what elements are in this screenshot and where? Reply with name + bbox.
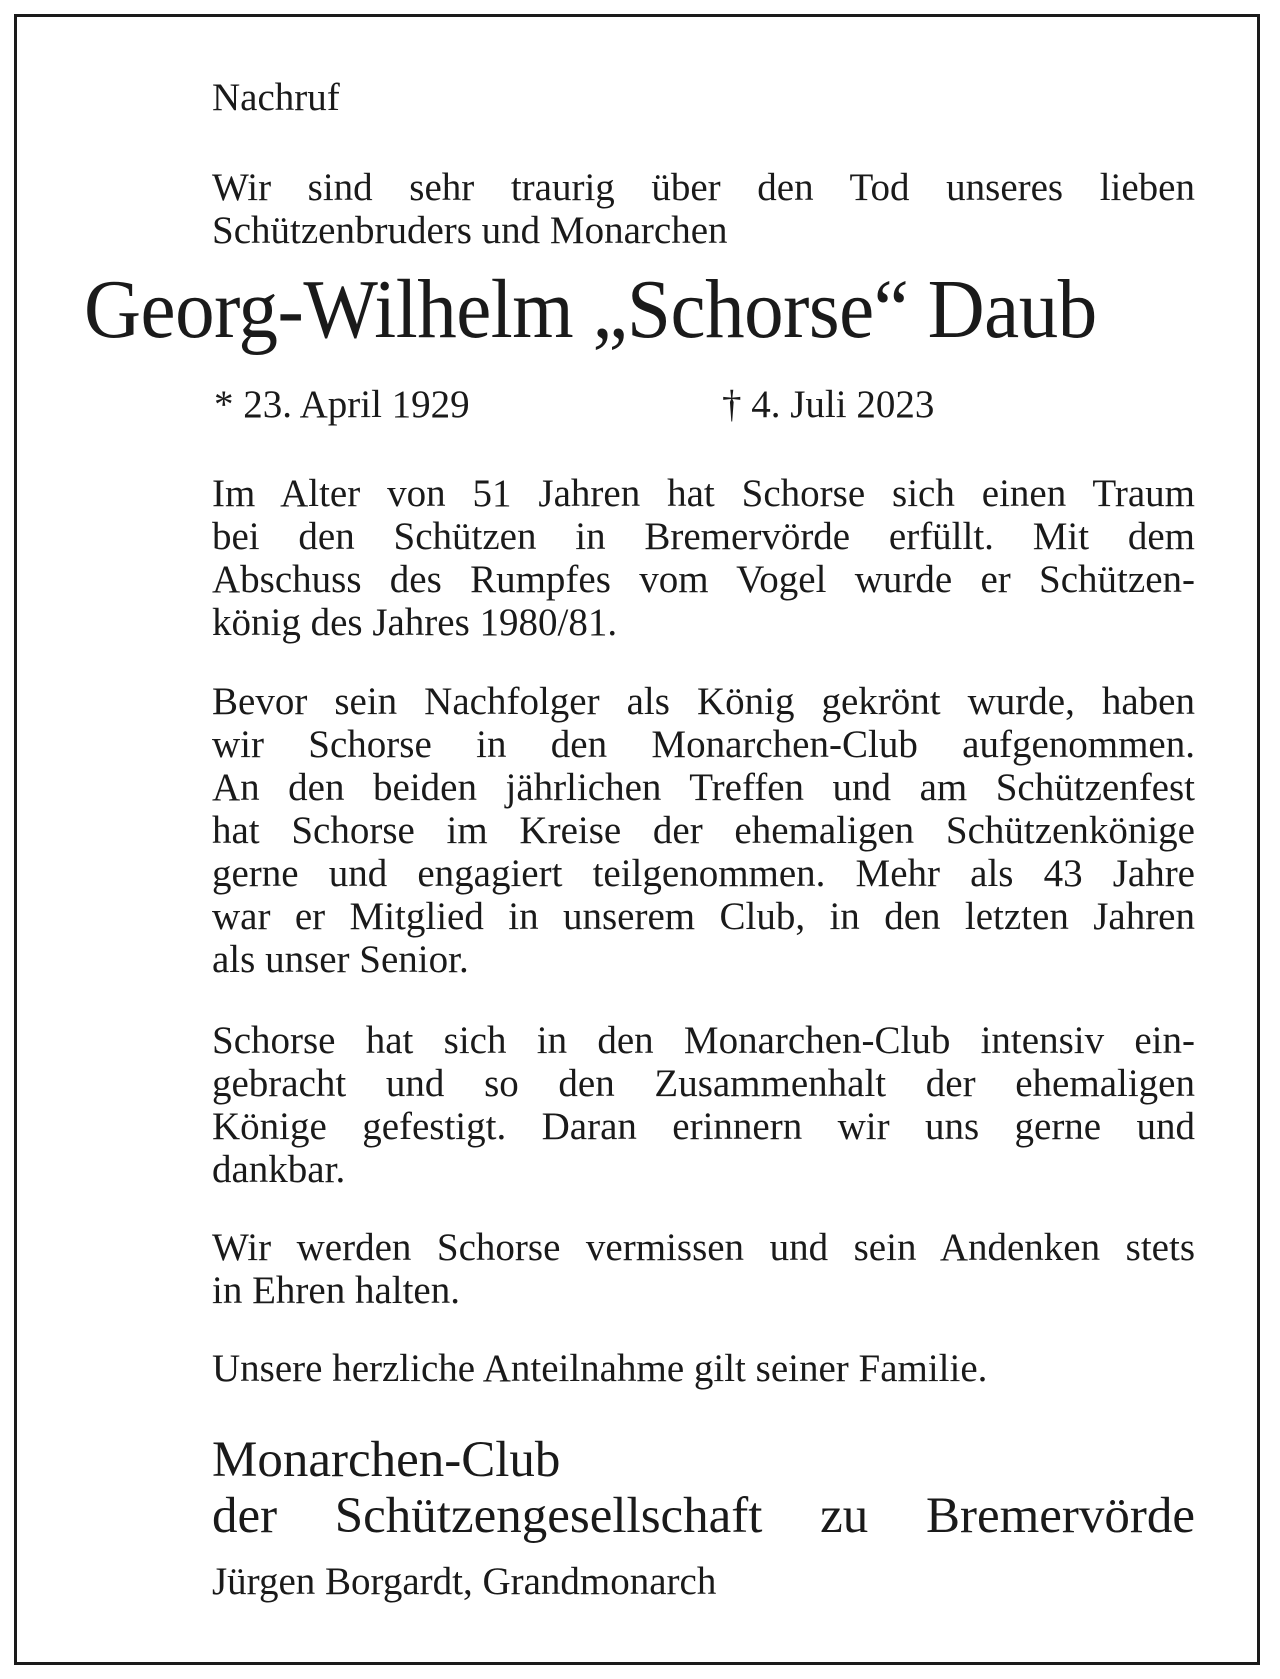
birth-date: * 23. April 1929 [214, 383, 470, 426]
heading-nachruf: Nachruf [212, 76, 340, 119]
paragraph-line: bei den Schützen in Bremervörde erfüllt. Mit dem [212, 515, 1195, 558]
signature-organization [212, 1432, 1195, 1544]
paragraph-line: in Ehren halten. [212, 1269, 460, 1312]
deceased-name: Georg-Wilhelm „Schorse“ Daub [84, 263, 1097, 356]
intro-line: Wir sind sehr traurig über den Tod unseres lieben [212, 166, 1195, 209]
intro-text [212, 166, 1195, 252]
paragraph-3 [212, 1019, 1195, 1191]
paragraph-2 [212, 680, 1195, 981]
paragraph-line: Abschuss des Rumpfes vom Vogel wurde er Schützen- [212, 558, 1195, 601]
death-date: † 4. Juli 2023 [722, 383, 935, 426]
paragraph-line: An den beiden jährlichen Treffen und am Schützenfest [212, 766, 1195, 809]
paragraph-line: Könige gefestigt. Daran erinnern wir uns gerne und [212, 1105, 1195, 1148]
paragraph-line: dankbar. [212, 1148, 346, 1191]
signature-org-line: der Schützengesellschaft zu Bremervörde [212, 1488, 1195, 1544]
paragraph-line: Bevor sein Nachfolger als König gekrönt wurde, haben [212, 680, 1195, 723]
signature-person: Jürgen Borgardt, Grandmonarch [212, 1560, 717, 1603]
signature-org-line: Monarchen-Club [212, 1432, 561, 1488]
paragraph-line: Im Alter von 51 Jahren hat Schorse sich einen Traum [212, 472, 1195, 515]
paragraph-line: könig des Jahres 1980/81. [212, 601, 618, 644]
paragraph-line: Wir werden Schorse vermissen und sein Andenken stets [212, 1226, 1195, 1269]
paragraph-line: als unser Senior. [212, 938, 469, 981]
intro-line: Schützenbruders und Monarchen [212, 209, 728, 252]
paragraph-5 [212, 1347, 1195, 1390]
paragraph-line: gerne und engagiert teilgenommen. Mehr als 43 Jahre [212, 852, 1195, 895]
paragraph-1 [212, 472, 1195, 644]
paragraph-line: wir Schorse in den Monarchen-Club aufgenommen. [212, 723, 1195, 766]
paragraph-line: Unsere herzliche Anteilnahme gilt seiner Familie. [212, 1347, 988, 1390]
paragraph-line: Schorse hat sich in den Monarchen-Club intensiv ein- [212, 1019, 1195, 1062]
paragraph-line: hat Schorse im Kreise der ehemaligen Schützenkönige [212, 809, 1195, 852]
paragraph-line: gebracht und so den Zusammenhalt der ehemaligen [212, 1062, 1195, 1105]
paragraph-4 [212, 1226, 1195, 1312]
paragraph-line: war er Mitglied in unserem Club, in den letzten Jahren [212, 895, 1195, 938]
